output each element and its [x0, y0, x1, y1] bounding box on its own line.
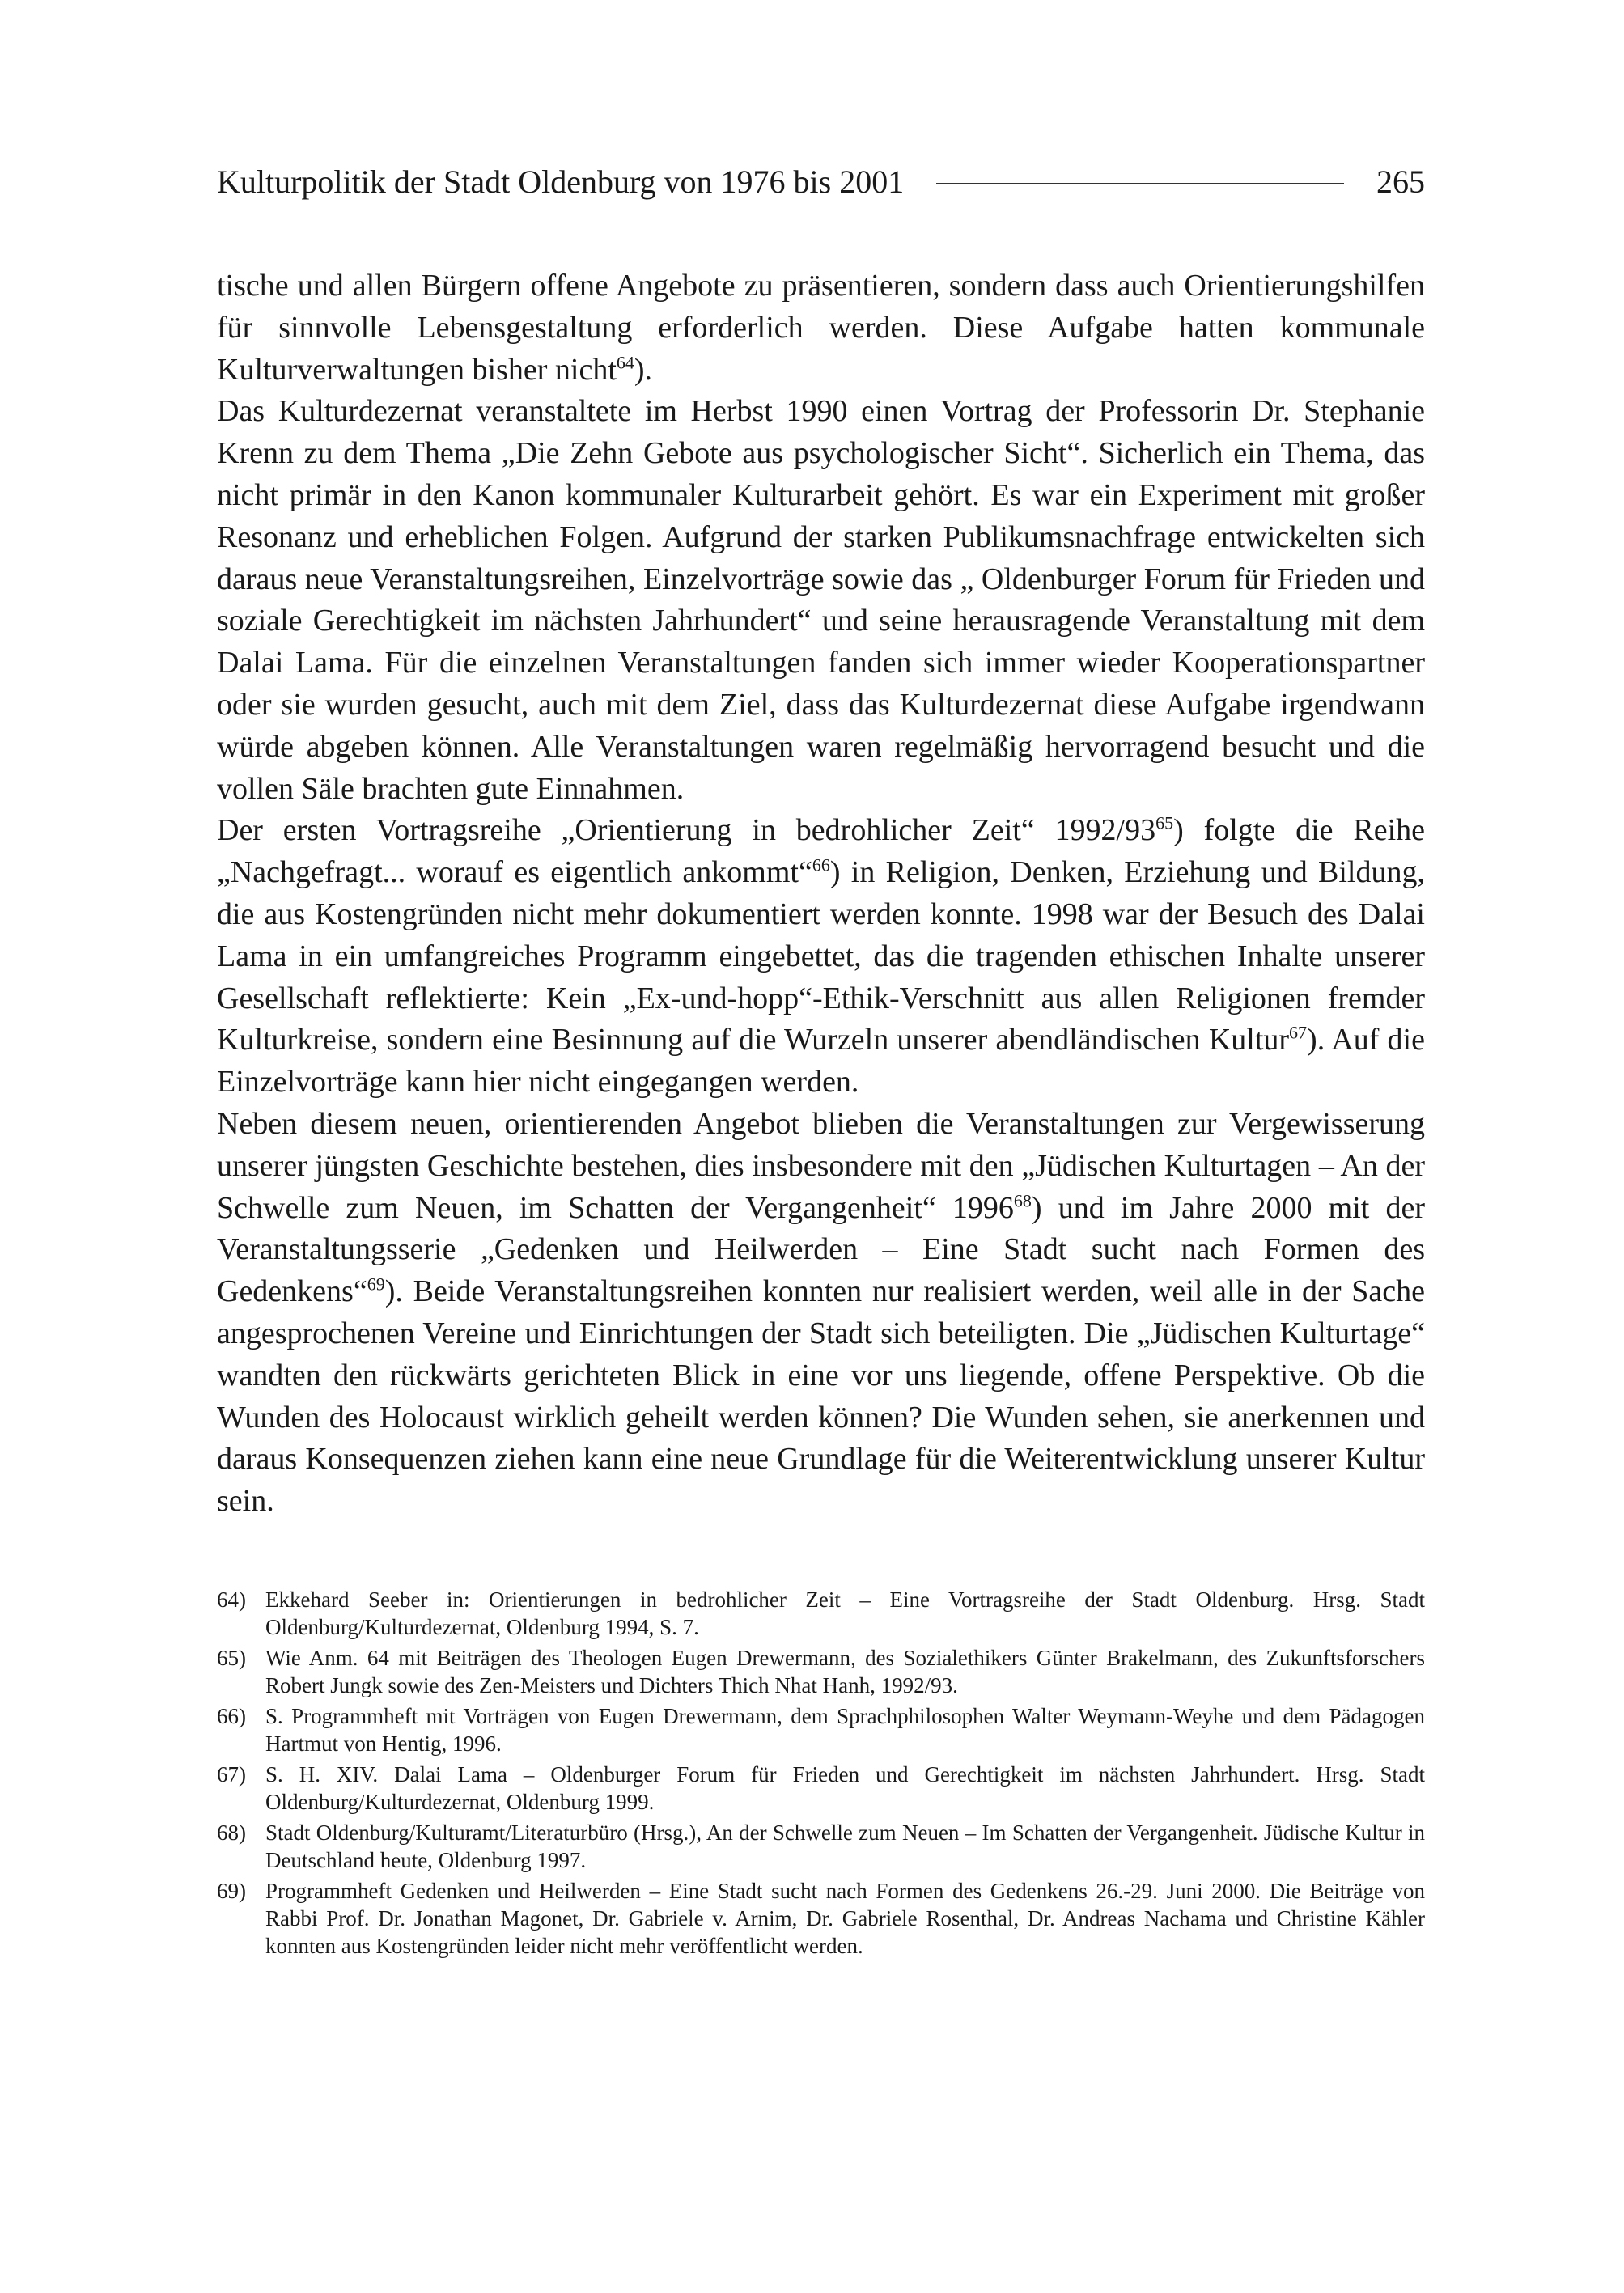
paragraph-2 — [217, 391, 1425, 810]
footnote-66 — [217, 1702, 1425, 1757]
running-header — [217, 162, 1425, 202]
footnote-text: Programmheft Gedenken und Heilwerden – Eine Stadt sucht nach Formen des Gedenkens 26.-29. Juni 2000. Die Beiträge von Rabbi Prof. Dr. Jonathan Magonet, Dr. Gabriele v. Arnim, Dr. Gabriele Rosenthal, Dr. Andreas Nachama und Christine Kähler konnten aus Kostengründen leider nicht mehr veröffentlicht werden. — [265, 1878, 1425, 1958]
footnote-text: Wie Anm. 64 mit Beiträgen des Theologen Eugen Drewermann, des Sozialethikers Günter Brakelmann, des Zukunftsforschers Robert Jungk sowie des Zen-Meisters und Dichters Thich Nhat Hanh, 1992/93. — [265, 1645, 1425, 1697]
paragraph-text: ) in Religion, Denken, Erziehung und Bildung, die aus Kostengründen nicht mehr dokumentiert werden konnte. 1998 war der Besuch des Dalai Lama in ein umfangreiches Programm eingebettet, das die tragenden ethischen Inhalte unserer Gesellschaft reflektierte: Kein „Ex-und-hopp“-Ethik-Verschnitt aus allen Religionen fremder Kulturkreise, sondern eine Besinnung auf die Wurzeln unserer abendländischen Kultur — [217, 855, 1425, 1057]
footnote-text: S. Programmheft mit Vorträgen von Eugen Drewermann, dem Sprachphilosophen Walter Weymann-Weyhe und dem Pädagogen Hartmut von Hentig, 1996. — [265, 1703, 1425, 1756]
paragraph-text: ) und im Jahre 2000 mit der Veranstaltungsserie „Gedenken und Heilwerden – Eine Stadt sucht nach Formen des Gedenkens“ — [217, 1190, 1425, 1309]
footnotes — [217, 1586, 1425, 1960]
footnote-number: 64) — [217, 1587, 246, 1612]
paragraph-1 — [217, 265, 1425, 391]
paragraph-text: tische und allen Bürgern offene Angebote zu präsentieren, sondern dass auch Orientierungshilfen für sinnvolle Lebensgestaltung erforderlich werden. Diese Aufgabe hatten kommunale Kulturverwaltungen bisher nicht — [217, 269, 1425, 387]
footnote-69 — [217, 1877, 1425, 1960]
paragraph-3 — [217, 810, 1425, 1104]
book-page — [217, 162, 1425, 1963]
footnote-ref: 64 — [616, 351, 634, 372]
footnote-number: 69) — [217, 1878, 246, 1903]
footnote-ref: 68 — [1013, 1189, 1032, 1210]
paragraph-text: ). — [634, 352, 653, 387]
paragraph-4 — [217, 1104, 1425, 1523]
main-text — [217, 265, 1425, 1523]
footnote-text: S. H. XIV. Dalai Lama – Oldenburger Forum für Frieden und Gerechtigkeit im nächsten Jahrhundert. Hrsg. Stadt Oldenburg/Kulturdezernat, Oldenburg 1999. — [265, 1761, 1425, 1814]
footnote-64 — [217, 1586, 1425, 1641]
paragraph-text: Neben diesem neuen, orientierenden Angebot blieben die Veranstaltungen zur Vergewisserung unserer jüngsten Geschichte bestehen, dies insbesondere mit den „Jüdischen Kulturtagen – An der Schwelle zum Neuen, im Schatten der Vergangenheit“ 1996 — [217, 1106, 1425, 1225]
footnote-number: 66) — [217, 1703, 246, 1728]
footnote-number: 67) — [217, 1761, 246, 1787]
page-number: 265 — [1376, 163, 1425, 200]
footnote-text: Stadt Oldenburg/Kulturamt/Literaturbüro (Hrsg.), An der Schwelle zum Neuen – Im Schatten der Vergangenheit. Jüdische Kultur in Deutschland heute, Oldenburg 1997. — [265, 1820, 1425, 1872]
footnote-ref: 67 — [1289, 1022, 1308, 1043]
footnote-68 — [217, 1819, 1425, 1874]
paragraph-text: ). Beide Veranstaltungsreihen konnten nur realisiert werden, weil alle in der Sache angesprochenen Vereine und Einrichtungen der Stadt sich beteiligten. Die „Jüdischen Kulturtage“ wandten den rückwärts gerichteten Blick in eine vor uns liegende, offene Perspektive. Ob die Wunden des Holocaust wirklich geheilt werden können? Die Wunden sehen, sie anerkennen und daraus Konsequenzen ziehen kann eine neue Grundlage für die Weiterentwicklung unserer Kultur sein. — [217, 1274, 1425, 1519]
paragraph-text: ). Auf die Einzelvorträge kann hier nicht eingegangen werden. — [217, 1023, 1425, 1100]
footnote-65 — [217, 1644, 1425, 1699]
footnote-text: Ekkehard Seeber in: Orientierungen in bedrohlicher Zeit – Eine Vortragsreihe der Stadt Oldenburg. Hrsg. Stadt Oldenburg/Kulturdezernat, Oldenburg 1994, S. 7. — [265, 1587, 1425, 1639]
footnote-ref: 66 — [812, 854, 830, 875]
running-title: Kulturpolitik der Stadt Oldenburg von 1976 bis 2001 — [217, 163, 905, 200]
paragraph-text: Der ersten Vortragsreihe „Orientierung in bedrohlicher Zeit“ 1992/93 — [217, 813, 1156, 848]
paragraph-text: Das Kulturdezernat veranstaltete im Herbst 1990 einen Vortrag der Professorin Dr. Stephanie Krenn zu dem Thema „Die Zehn Gebote aus psychologischer Sicht“. Sicherlich ein Thema, das nicht primär in den Kanon kommunaler Kulturarbeit gehört. Es war ein Experiment mit großer Resonanz und erheblichen Folgen. Aufgrund der starken Publikumsnachfrage entwickelten sich daraus neue Veranstaltungsreihen, Einzelvorträge sowie das „ Oldenburger Forum für Frieden und soziale Gerechtigkeit im nächsten Jahrhundert“ und seine herausragende Veranstaltung mit dem Dalai Lama. Für die einzelnen Veranstaltungen fanden sich immer wieder Kooperationspartner oder sie wurden gesucht, auch mit dem Ziel, dass das Kulturdezernat diese Aufgabe irgendwann würde abgeben können. Alle Veranstaltungen waren regelmäßig hervorragend besucht und die vollen Säle brachten gute Einnahmen. — [217, 394, 1425, 806]
footnote-67 — [217, 1761, 1425, 1816]
footnote-ref: 65 — [1155, 812, 1174, 833]
footnote-ref: 69 — [367, 1274, 385, 1295]
footnote-number: 65) — [217, 1645, 246, 1670]
header-rule — [936, 183, 1344, 184]
footnote-number: 68) — [217, 1820, 246, 1845]
paragraph-text: ) folgte die Reihe „Nachgefragt... worauf es eigentlich ankommt“ — [217, 813, 1425, 890]
